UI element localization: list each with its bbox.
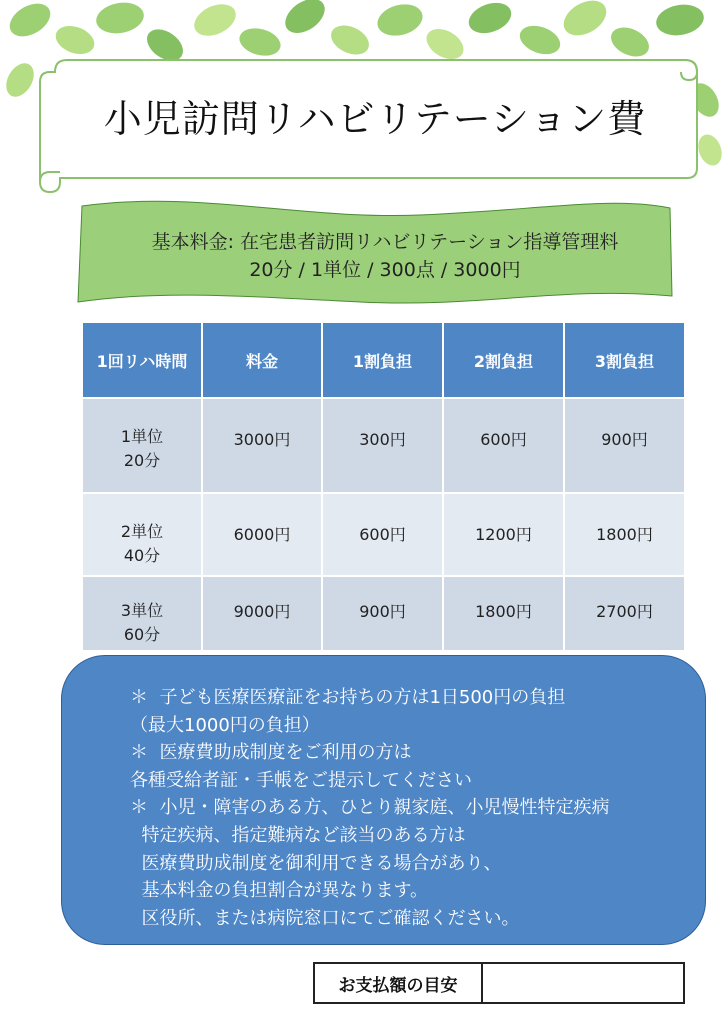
- table-row: [82, 493, 685, 576]
- page-title: 小児訪問リハビリテーション費: [103, 97, 647, 141]
- cell-fee: 6000円: [202, 493, 322, 576]
- payment-estimate-value: [483, 964, 683, 1002]
- table-header-row: [82, 322, 685, 398]
- cell-pay10: 300円: [322, 398, 443, 493]
- cell-minutes: 40分: [123, 546, 161, 565]
- header-10pct: 1割負担: [322, 322, 443, 398]
- cell-units: 2単位: [120, 522, 164, 541]
- fee-table: [81, 321, 686, 652]
- cell-pay30: 1800円: [564, 493, 685, 576]
- cell-pay10: 900円: [322, 576, 443, 651]
- cell-pay10: 600円: [322, 493, 443, 576]
- header-fee: 料金: [202, 322, 322, 398]
- cell-pay20: 600円: [443, 398, 564, 493]
- cell-time: [82, 398, 202, 493]
- cell-minutes: 20分: [123, 451, 161, 470]
- header-20pct: 2割負担: [443, 322, 564, 398]
- table-row: [82, 398, 685, 493]
- cell-pay20: 1200円: [443, 493, 564, 576]
- cell-fee: 9000円: [202, 576, 322, 651]
- cell-time: [82, 493, 202, 576]
- cell-fee: 3000円: [202, 398, 322, 493]
- header-30pct: 3割負担: [564, 322, 685, 398]
- cell-pay30: 900円: [564, 398, 685, 493]
- payment-estimate-label: お支払額の目安: [315, 964, 483, 1002]
- table-row: [82, 576, 685, 651]
- basic-fee-line1: 基本料金: 在宅患者訪問リハビリテーション指導管理料: [151, 231, 619, 253]
- cell-units: 1単位: [120, 427, 164, 446]
- cell-units: 3単位: [120, 601, 164, 620]
- header-session-time: 1回リハ時間: [82, 322, 202, 398]
- cell-minutes: 60分: [123, 625, 161, 644]
- cell-pay20: 1800円: [443, 576, 564, 651]
- cell-pay30: 2700円: [564, 576, 685, 651]
- payment-estimate-box: [313, 962, 685, 1004]
- cell-time: [82, 576, 202, 651]
- basic-fee-line2: 20分 / 1単位 / 300点 / 3000円: [249, 259, 521, 281]
- notes-text: ＊ 子ども医療医療証をお持ちの方は1日500円の負担 （最大1000円の負担） ＊ 医療費助成制度をご利用の方は 各種受給者証・手帳をご提示してください ＊ 小児・障害のある方、ひとり親家庭、小児慢性特定疾病 特定疾病、指定難病など該当のある方は 医療費助成制度を御利用できる場合があり、 基本料金の負担割合が異なります。 区役所、または病院窓口にてご確認ください。: [130, 687, 610, 929]
- basic-fee-text: [80, 228, 690, 284]
